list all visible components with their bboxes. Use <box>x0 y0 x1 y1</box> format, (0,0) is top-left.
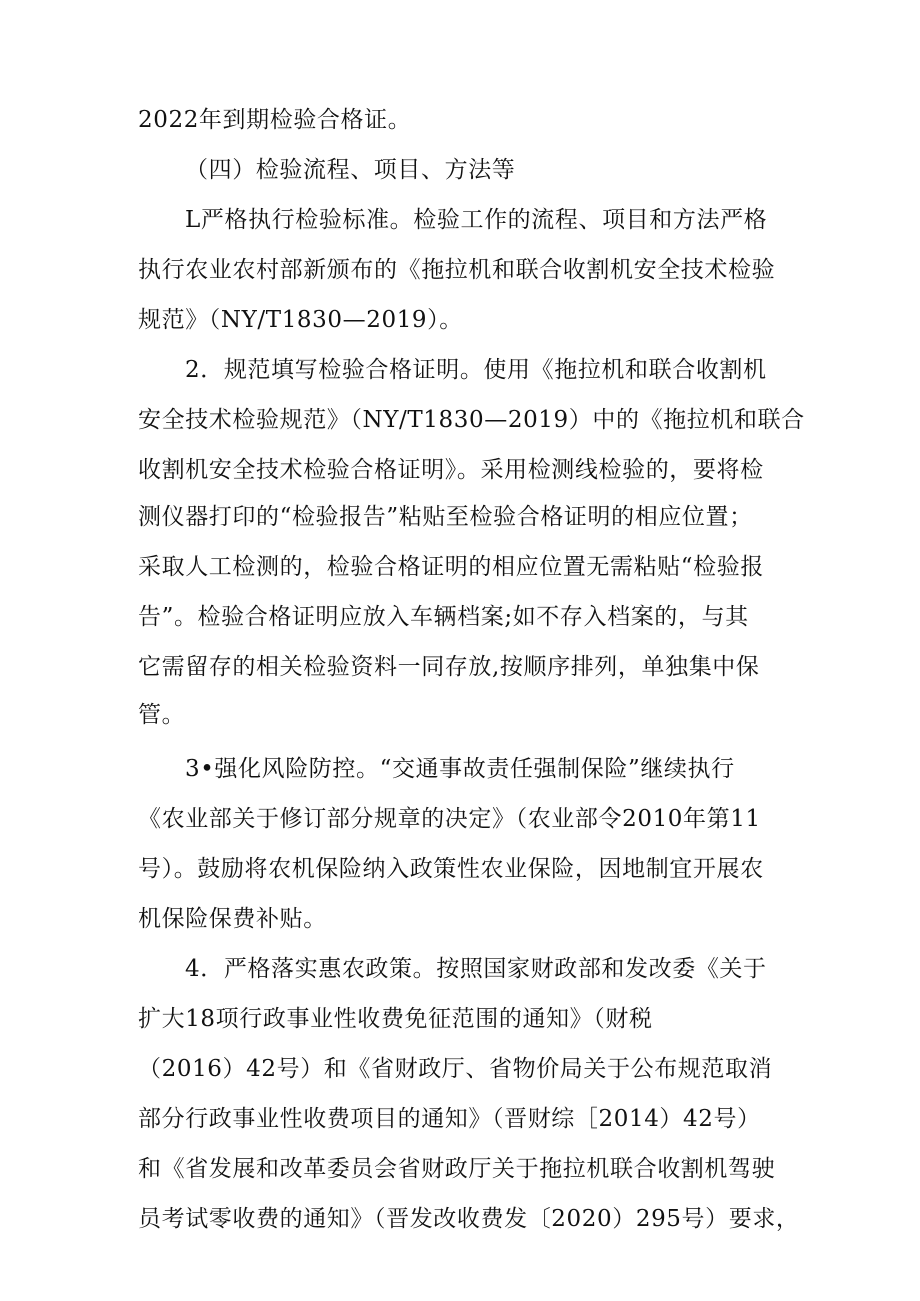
text-line: 收割机安全技术检验合格证明》。采用检测线检验的，要将检 <box>138 457 764 483</box>
text-line: 机保险保费补贴。 <box>138 906 327 932</box>
text-line: 《农业部关于修订部分规章的决定》（农业部令2010年第11 <box>138 806 761 832</box>
text-line: 执行农业农村部新颁布的《拖拉机和联合收割机安全技术检验 <box>138 257 776 283</box>
text-line: 2022年到期检验合格证。 <box>138 107 412 133</box>
text-line: 管。 <box>138 702 186 728</box>
text-line: 告”。检验合格证明应放入车辆档案;如不存入档案的，与其 <box>138 604 749 630</box>
text-line: 号）。鼓励将农机保险纳入政策性农业保险，因地制宜开展农 <box>138 856 764 882</box>
section-heading: （四）检验流程、项目、方法等 <box>185 157 516 183</box>
text-line: 3•强化风险防控。“交通事故责任强制保险”继续执行 <box>185 756 735 782</box>
text-line: 测仪器打印的“检验报告”粘贴至检验合格证明的相应位置； <box>138 504 753 530</box>
text-line: 采取人工检测的，检验合格证明的相应位置无需粘贴“检验报 <box>138 554 764 580</box>
text-line: 员考试零收费的通知》（晋发改收费发〔2020）295号）要求， <box>138 1206 800 1232</box>
text-line: （2016）42号）和《省财政厅、省物价局关于公布规范取消 <box>138 1056 773 1082</box>
text-line: 4．严格落实惠农政策。按照国家财政部和发改委《关于 <box>185 956 767 982</box>
text-line: 它需留存的相关检验资料一同存放,按顺序排列，单独集中保 <box>138 654 760 680</box>
text-line: 和《省发展和改革委员会省财政厅关于拖拉机联合收割机驾驶 <box>138 1156 776 1182</box>
text-line: 部分行政事业性收费项目的通知》（晋财综［2014）42号） <box>138 1106 761 1132</box>
text-line: 扩大18项行政事业性收费免征范围的通知》（财税 <box>138 1006 653 1032</box>
text-line: 安全技术检验规范》（NY/T1830—2019）中的《拖拉机和联合 <box>138 407 805 433</box>
text-line: L严格执行检验标准。检验工作的流程、项目和方法严格 <box>185 207 768 233</box>
text-line: 规范》（NY/T1830—2019）。 <box>138 307 463 333</box>
text-line: 2．规范填写检验合格证明。使用《拖拉机和联合收割机 <box>185 357 767 383</box>
